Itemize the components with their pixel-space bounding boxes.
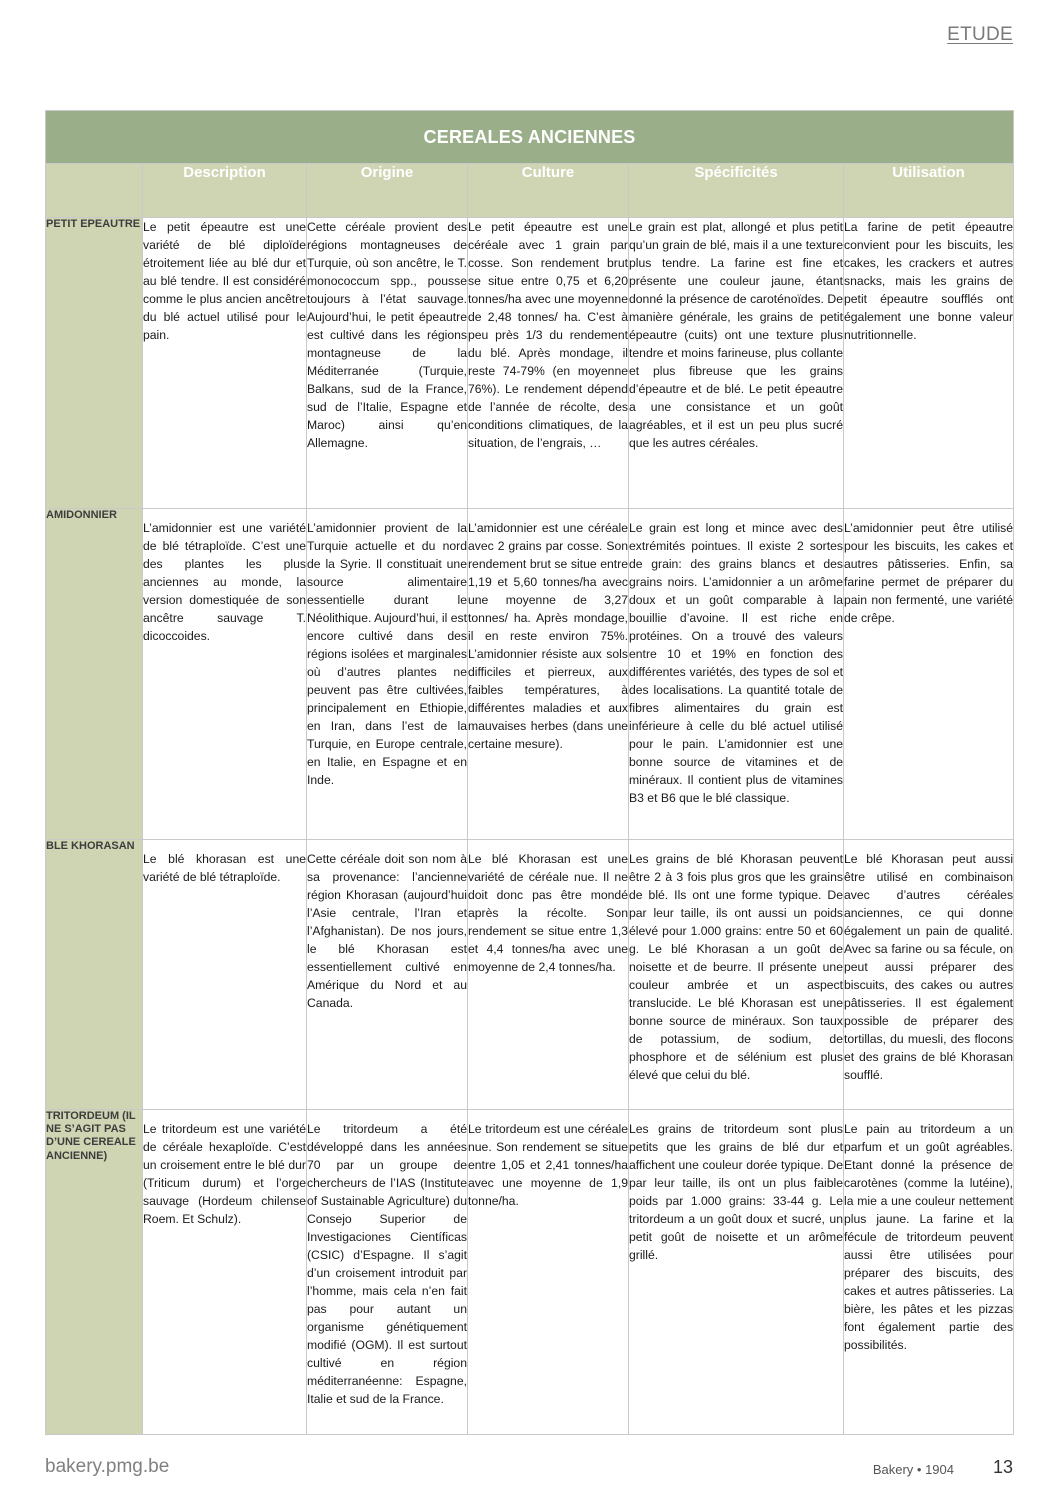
cell-utilisation: L’amidonnier peut être utilisé pour les biscuits, les cakes et autres pâtisseries. Enfin, sa farine permet de préparer du pain non fermenté, une variété de crêpe. xyxy=(844,509,1014,840)
cereals-table xyxy=(45,110,1014,1435)
table-row xyxy=(46,840,1014,1110)
cell-culture: Le tritordeum est une céréale nue. Son rendement se situe entre 1,05 et 2,41 tonnes/ha avec une moyenne de 1,9 tonne/ha. xyxy=(468,1110,629,1435)
footer-issue: Bakery • 1904 xyxy=(872,1462,954,1477)
cell-description: Le blé khorasan est une variété de blé tétraploïde. xyxy=(143,840,307,1110)
cell-description: L’amidonnier est une variété de blé tétraploïde. C’est une des plantes les plus anciennes au monde, la version domestiquée de son ancêtre sauvage T. dicoccoides. xyxy=(143,509,307,840)
cell-description: Le petit épeautre est une variété de blé diploïde étroitement liée au blé dur et au blé tendre. Il est considéré comme le plus ancien ancêtre du blé actuel utilisé pour le pain. xyxy=(143,218,307,509)
cell-origine: L’amidonnier provient de la Turquie actuelle et du nord de la Syrie. Il constituait une source alimentaire essentielle durant le Néolithique. Aujourd’hui, il est encore cultivé dans des régions isolées et marginales où d’autres plantes ne peuvent pas être cultivées, principalement en Ethiopie, en Iran, dans l’est de la Turquie, en Europe centrale, en Italie, en Espagne et en Inde. xyxy=(307,509,468,840)
column-header: Description xyxy=(143,164,307,218)
cell-specificites: Les grains de blé Khorasan peuvent être 2 à 3 fois plus gros que les grains de blé. Ils ont une forme typique. De par leur taille, ils ont aussi un poids élevé pour 1.000 grains: entre 50 et 60 g. Le blé Khorasan a un goût de noisette et de beurre. Il présente une couleur ambrée et un aspect translucide. Le blé Khorasan est une bonne source de minéraux. Son taux de potassium, de sodium, de phosphore et de sélénium est plus élevé que celui du blé. xyxy=(629,840,844,1110)
row-label: PETIT EPEAUTRE xyxy=(46,218,143,509)
column-header: Spécificités xyxy=(629,164,844,218)
cell-origine: Cette céréale doit son nom à sa provenance: l’ancienne région Khorasan (aujourd’hui l’Asie centrale, l’Iran et l’Afghanistan). De nos jours, le blé Khorasan est essentiellement cultivé en Amérique du Nord et au Canada. xyxy=(307,840,468,1110)
cell-utilisation: Le blé Khorasan peut aussi être utilisé en combinaison avec d’autres céréales anciennes, ce qui donne également un pain de qualité. Avec sa farine ou sa fécule, on peut aussi préparer des biscuits, des cakes ou autres pâtisseries. Il est également possible de préparer des tortillas, du muesli, des flocons et des grains de blé Khorasan soufflé. xyxy=(844,840,1014,1110)
corner-cell xyxy=(46,164,143,218)
table-row xyxy=(46,1110,1014,1435)
table-row xyxy=(46,218,1014,509)
page-number: 13 xyxy=(992,1457,1013,1477)
cell-utilisation: La farine de petit épeautre convient pour les biscuits, les cakes, les crackers et autres snacks, mais les grains de petit épeautre soufflés ont également une bonne valeur nutritionnelle. xyxy=(844,218,1014,509)
cell-specificites: Le grain est plat, allongé et plus petit qu’un grain de blé, mais il a une texture plus tendre. La farine est fine et présente une couleur jaune, étant donné la présence de caroténoïdes. De manière générale, les grains de petit épeautre (cuits) ont une texture plus tendre et moins farineuse, plus collante et plus fibreuse que les grains d’épeautre et de blé. Le petit épeautre a une consistance et un goût agréables, et il est un peu plus sucré que les autres céréales. xyxy=(629,218,844,509)
table-row xyxy=(46,509,1014,840)
cell-specificites: Les grains de tritordeum sont plus petits que les grains de blé dur et affichent une couleur dorée typique. De par leur taille, ils ont un plus faible poids par 1.000 grains: 33-44 g. Le tritordeum a un goût doux et sucré, un petit goût de noisette et un arôme grillé. xyxy=(629,1110,844,1435)
cell-origine: Cette céréale provient des régions montagneuses de Turquie, où son ancêtre, le T. monococcum spp., pousse toujours à l’état sauvage. Aujourd’hui, le petit épeautre est cultivé dans les régions montagneuse de la Méditerranée (Turquie, Balkans, sud de la France, sud de l’Italie, Espagne et Maroc) ainsi qu’en Allemagne. xyxy=(307,218,468,509)
cell-culture: L’amidonnier est une céréale avec 2 grains par cosse. Son rendement brut se situe entre 1,19 et 5,60 tonnes/ha avec une moyenne de 3,27 tonnes/ ha. Après mondage, il en reste environ 75%. L’amidonnier résiste aux sols difficiles et pierreux, aux faibles températures, à différentes maladies et aux mauvaises herbes (dans une certaine mesure). xyxy=(468,509,629,840)
footer-site-link[interactable]: bakery.pmg.be xyxy=(45,1456,170,1477)
row-label: BLE KHORASAN xyxy=(46,840,143,1110)
cell-specificites: Le grain est long et mince avec des extrémités pointues. Il existe 2 sortes de grain: des grains blancs et des grains noirs. L’amidonnier a un arôme doux et un goût comparable à la bouillie d’avoine. Il est riche en protéines. On a trouvé des valeurs entre 10 et 19% en fonction des différentes variétés, des types de sol et des localisations. La quantité totale de fibres alimentaires du grain est inférieure à celle du blé actuel utilisé pour le pain. L’amidonnier est une bonne source de vitamines et de minéraux. Il contient plus de vitamines B3 et B6 que le blé classique. xyxy=(629,509,844,840)
cell-utilisation: Le pain au tritordeum a un parfum et un goût agréables. Etant donné la présence de carotènes (comme la lutéine), la mie a une couleur nettement plus jaune. La farine et la fécule de tritordeum peuvent aussi être utilisées pour préparer des biscuits, des cakes et autres pâtisseries. La bière, les pâtes et les pizzas font également partie des possibilités. xyxy=(844,1110,1014,1435)
cell-culture: Le petit épeautre est une céréale avec 1 grain par cosse. Son rendement brut se situe entre 0,75 et 6,20 tonnes/ha avec une moyenne de 2,48 tonnes/ ha. C’est à peu près 1/3 du rendement du blé. Après mondage, il reste 74-79% (en moyenne 76%). Le rendement dépend de l’année de récolte, des conditions climatiques, de la situation, de l’engrais, … xyxy=(468,218,629,509)
cell-origine: Le tritordeum a été développé dans les années 70 par un groupe de chercheurs de l’IAS (Institute of Sustainable Agriculture) du Consejo Superior de Investigaciones Científicas (CSIC) d’Espagne. Il s’agit d’un croisement introduit par l’homme, mais cela n’en fait pas pour autant un organisme génétiquement modifié (OGM). Il est surtout cultivé en région méditerranéenne: Espagne, Italie et sud de la France. xyxy=(307,1110,468,1435)
row-label: AMIDONNIER xyxy=(46,509,143,840)
table-title: CEREALES ANCIENNES xyxy=(46,111,1014,164)
row-label: TRITORDEUM (IL NE S’AGIT PAS D’UNE CEREALE ANCIENNE) xyxy=(46,1110,143,1435)
cell-description: Le tritordeum est une variété de céréale hexaploïde. C’est un croisement entre le blé dur (Triticum durum) et l’orge sauvage (Hordeum chilense Roem. Et Schulz). xyxy=(143,1110,307,1435)
column-header: Utilisation xyxy=(844,164,1014,218)
section-tag: ETUDE xyxy=(947,24,1013,45)
column-header: Origine xyxy=(307,164,468,218)
cell-culture: Le blé Khorasan est une variété de céréale nue. Il ne doit donc pas être mondé après la récolte. Son rendement se situe entre 1,3 et 4,4 tonnes/ha avec une moyenne de 2,4 tonnes/ha. xyxy=(468,840,629,1110)
column-header: Culture xyxy=(468,164,629,218)
